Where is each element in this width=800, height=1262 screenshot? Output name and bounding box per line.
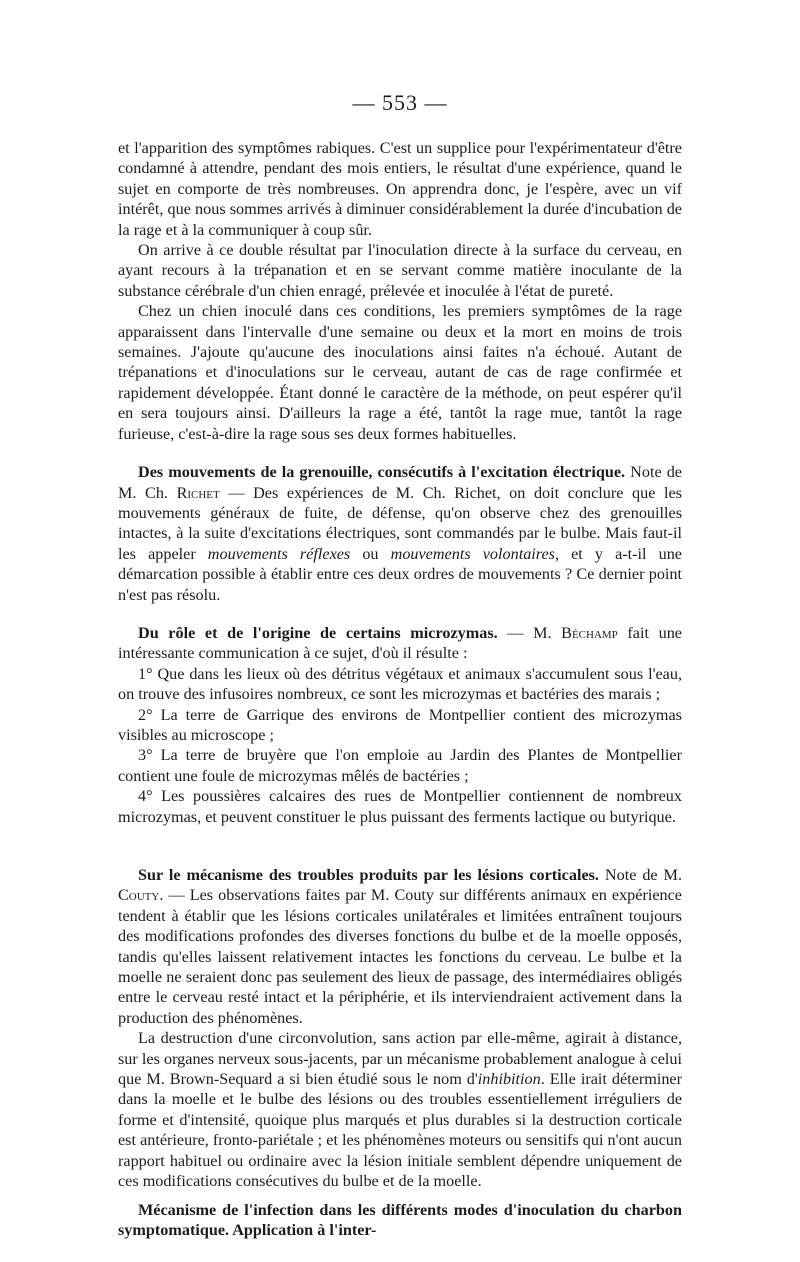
note-prefix: Note de M. Ch. bbox=[118, 463, 682, 502]
page-number: — 553 — bbox=[352, 90, 448, 115]
author-name: Couty bbox=[118, 886, 160, 905]
section-charbon bbox=[118, 1200, 682, 1241]
body-text: . — Les observations faites par M. Couty sur différents animaux en expérience tendent à établir que les lésions corticales unilatérales et limitées entraînent toujours des modifications profondes des diverses fonctions du bulbe et de la moelle opposés, tandis qu'elles laissent relativement intactes les fonctions du cerveau. Le bulbe et la moelle ne seraient donc pas seulement des lieux de passage, des intermédiaires obligés entre le cerveau resté intact et la périphérie, et ils interviendraient activement dans la production des phénomènes. bbox=[118, 886, 682, 1027]
section-grenouille bbox=[118, 462, 682, 605]
section-microzymas bbox=[118, 623, 682, 664]
body-text: — Des expériences de M. Ch. Richet, on doit conclure que les mouvements généraux de fuite, de défense, qu'on observe chez des grenouilles intactes, à la suite d'excitations électriques, sont commandés par le bulbe. Mais faut-il les appeler bbox=[118, 483, 682, 563]
paragraph-rage-2: On arrive à ce double résultat par l'inoculation directe à la surface du cerveau, en ayant recours à la trépanation et en se servant comme matière inoculante de la substance cérébrale d'un chien enragé, prélevée et inoculée à l'état de pureté. bbox=[118, 241, 682, 300]
list-item: 4° Les poussières calcaires des rues de Montpellier contiennent de nombreux microzymas, et peuvent constituer le plus puissant des ferments lactique ou butyrique. bbox=[118, 787, 682, 826]
section-gap bbox=[118, 605, 682, 623]
paragraph-troubles-2 bbox=[118, 1028, 682, 1191]
paragraph-rage-1: et l'apparition des symptômes rabiques. C'est un supplice pour l'expérimentateur d'être condamné à attendre, pendant des mois entiers, le résultat d'une expérience, quand le sujet en comporte de très nombreuses. On apprendra donc, je l'espère, avec un vif intérêt, que nous sommes arrivés à diminuer considérablement la durée d'incubation de la rage et à la communiquer à coup sûr. bbox=[118, 139, 682, 239]
author-name: Richet bbox=[176, 483, 220, 502]
list-item: 2° La terre de Garrique des environs de Montpellier contient des microzymas visibles au microscope ; bbox=[118, 705, 682, 744]
section-gap bbox=[118, 1192, 682, 1200]
body-text: , et y a-t-il une démarcation possible à établir entre ces deux ordres de mouvements ? Ce dernier point n'est pas résolu. bbox=[118, 544, 682, 604]
section-gap bbox=[118, 827, 682, 865]
section-heading: Du rôle et de l'origine de certains microzymas. bbox=[138, 623, 498, 642]
note-prefix: — M. bbox=[497, 623, 562, 642]
body-text: ou bbox=[350, 544, 391, 563]
section-gap bbox=[118, 444, 682, 462]
section-heading: Mécanisme de l'infection dans les différents modes d'inoculation du charbon symptomatique. Application à l'inter- bbox=[118, 1200, 682, 1239]
list-item: 3° La terre de bruyère que l'on emploie au Jardin des Plantes de Montpellier contient une foule de microzymas mêlés de bactéries ; bbox=[118, 746, 682, 785]
body-text: La destruction d'une circonvolution, sans action par elle-même, agirait à distance, sur les organes nerveux sous-jacents, par un mécanisme probablement analogue à celui que M. Brown-Sequard a si bien étudié sous le nom d' bbox=[118, 1029, 682, 1089]
note-prefix: Note de M. bbox=[598, 866, 682, 884]
italic-term: mouvements volontaires bbox=[390, 544, 555, 563]
author-name: Béchamp bbox=[561, 623, 618, 642]
paragraph-rage-3: Chez un chien inoculé dans ces conditions, les premiers symptômes de la rage apparaissent dans l'intervalle d'une semaine ou deux et la mort en moins de trois semaines. J'ajoute qu'aucune des inoculations ainsi faites n'a échoué. Autant de trépanations et d'inoculations sur le cerveau, autant de cas de rage confirmée et rapidement développée. Étant donné le caractère de la méthode, on peut espérer qu'il en sera toujours ainsi. D'ailleurs la rage a été, tantôt la rage mue, tantôt la rage furieuse, c'est-à-dire la rage sous ses deux formes habituelles. bbox=[118, 302, 682, 443]
list-item: 1° Que dans les lieux où des détritus végétaux et animaux s'accumulent sous l'eau, on trouve des infusoires nombreux, ce sont les microzymas et bactéries des marais ; bbox=[118, 664, 682, 704]
italic-term: inhibition bbox=[477, 1070, 541, 1089]
section-heading: Des mouvements de la grenouille, consécutifs à l'excitation électrique. bbox=[138, 463, 626, 482]
body-text: fait une intéressante communication à ce sujet, d'où il résulte : bbox=[118, 623, 682, 663]
section-troubles bbox=[118, 865, 682, 1028]
section-heading: Sur le mécanisme des troubles produits par les lésions corticales. bbox=[138, 866, 599, 884]
italic-term: mouvements réflexes bbox=[207, 544, 351, 563]
body-text: . Elle irait déterminer dans la moelle et le bulbe des lésions ou des troubles essentiellement irréguliers de forme et d'intensité, quoique plus marqués et plus durables si la destruction corticale est antérieure, fronto-pariétale ; et les phénomènes moteurs ou sensitifs qui n'ont aucun rapport habituel ou ordinaire avec la lésion initiale semblent dépendre uniquement de ces modifications consécutives du bulbe et de la moelle. bbox=[118, 1070, 682, 1191]
